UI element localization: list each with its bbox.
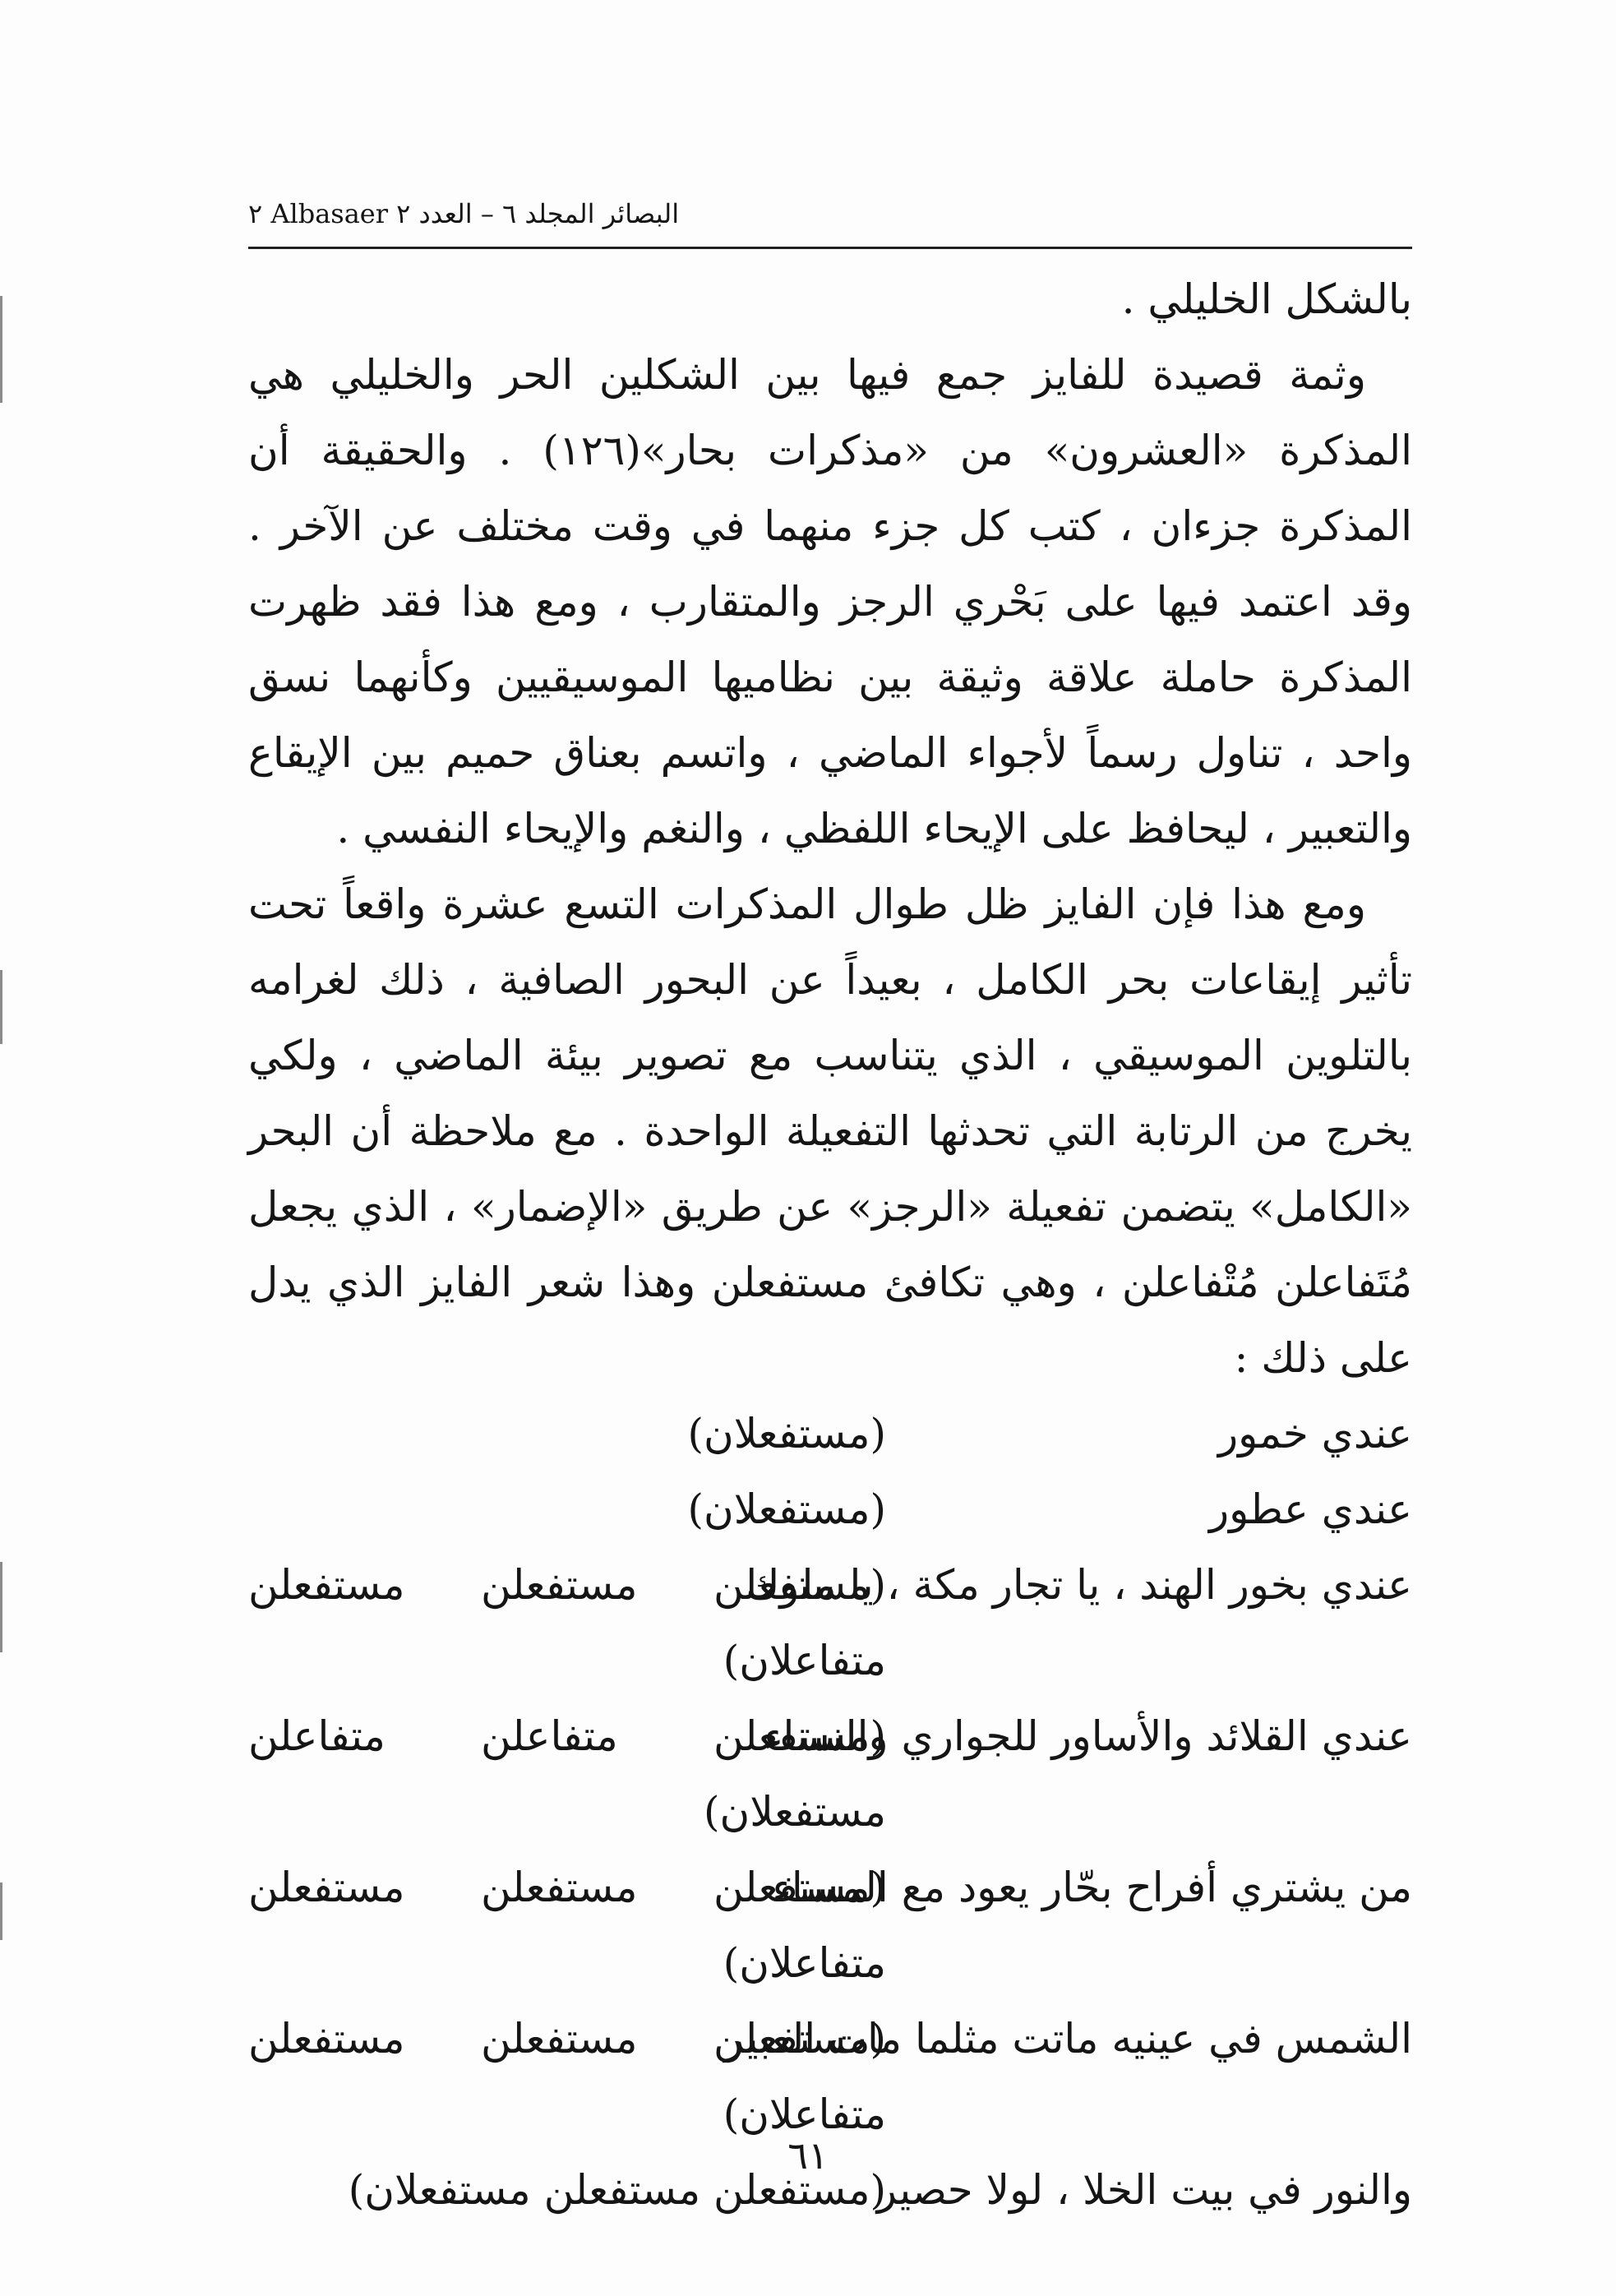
intro-line: بالشكل الخليلي . — [1121, 275, 1412, 323]
running-head: البصائر المجلد ٦ – العدد ٢ Albasaer ٢ — [248, 198, 680, 229]
verse-row — [248, 1471, 1412, 1547]
verse-line: والنور في بيت الخلا ، لولا حصير — [876, 2166, 1412, 2214]
verse-meter: (مستفعلن مستفعلن مستفعلن متفاعلان) — [248, 1561, 886, 1684]
verse-row — [248, 1698, 1412, 1850]
paragraph: وثمة قصيدة للفايز جمع فيها بين الشكلين الحر والخليلي هي المذكرة «العشرون» من «مذكرات بحار»(١٢٦) . والحقيقة أن المذكرة جزءان ، كتب كل جزء منهما في وقت مختلف عن الآخر . وقد اعتمد فيها على بَحْري الرجز والمتقارب ، ومع هذا فقد ظهرت المذكرة حاملة علاقة وثيقة بين نظاميها الموسيقيين وكأنهما نسق واحد ، تناول رسماً لأجواء الماضي ، واتسم بعناق حميم بين الإيقاع والتعبير ، ليحافظ على الإيحاء اللفظي ، والنغم والإيحاء النفسي . — [248, 351, 1412, 852]
scan-edge-mark — [0, 1883, 2, 1940]
verse-row — [248, 1850, 1412, 2001]
verse-line: عندي خمور — [1218, 1410, 1412, 1458]
verse-meter: (مستفعلن مستفعلن مستفعلان) — [348, 2166, 886, 2214]
paragraph: ومع هذا فإن الفايز ظل طوال المذكرات التسع عشرة واقعاً تحت تأثير إيقاعات بحر الكامل ، بعيداً عن البحور الصافية ، ذلك لغرامه بالتلوين الموسيقي ، الذي يتناسب مع تصوير بيئة الماضي ، ولكي يخرج من الرتابة التي تحدثها التفعيلة الواحدة . مع ملاحظة أن البحر «الكامل» يتضمن تفعيلة «الرجز» عن طريق «الإضمار» ، الذي يجعل مُتَفاعلن مُتْفاعلن ، وهي تكافئ مستفعلن وهذا شعر الفايز الذي يدل على ذلك : — [248, 880, 1412, 1382]
scan-edge-mark — [0, 296, 2, 403]
verse-line: عندي عطور — [1208, 1485, 1412, 1533]
scan-edge-mark — [0, 970, 2, 1044]
article-body — [248, 261, 1412, 2228]
verse-meter: (مستفعلان) — [687, 1410, 886, 1458]
verse-meter: (مستفعلن متفاعلن متفاعلن مستفعلان) — [248, 1712, 886, 1836]
verse-meter: (مستفعلان) — [687, 1485, 886, 1533]
header-rule — [248, 247, 1412, 249]
scan-edge-mark — [0, 1562, 2, 1652]
verse-row — [248, 1396, 1412, 1471]
poem-excerpt — [248, 1396, 1412, 2228]
verse-meter: (مستفعلن مستفعلن مستفعلن متفاعلان) — [248, 2015, 886, 2138]
verse-line: الشمس في عينيه ماتت مثلما مات العبير — [724, 2015, 1412, 2063]
page-header — [248, 189, 1412, 238]
verse-meter: (مستفعلن مستفعلن مستفعلن متفاعلان) — [248, 1864, 886, 1987]
verse-line: عندي بخور الهند ، يا تجار مكة ، يا ملوك — [746, 1561, 1412, 1609]
page-number: ٦١ — [787, 2133, 829, 2178]
verse-row — [248, 2001, 1412, 2152]
verse-line: عندي القلائد والأساور للجواري والنساء — [763, 1712, 1412, 1760]
verse-line: من يشتري أفراح بحّار يعود مع المساء — [772, 1864, 1412, 1911]
verse-row — [248, 1547, 1412, 1698]
